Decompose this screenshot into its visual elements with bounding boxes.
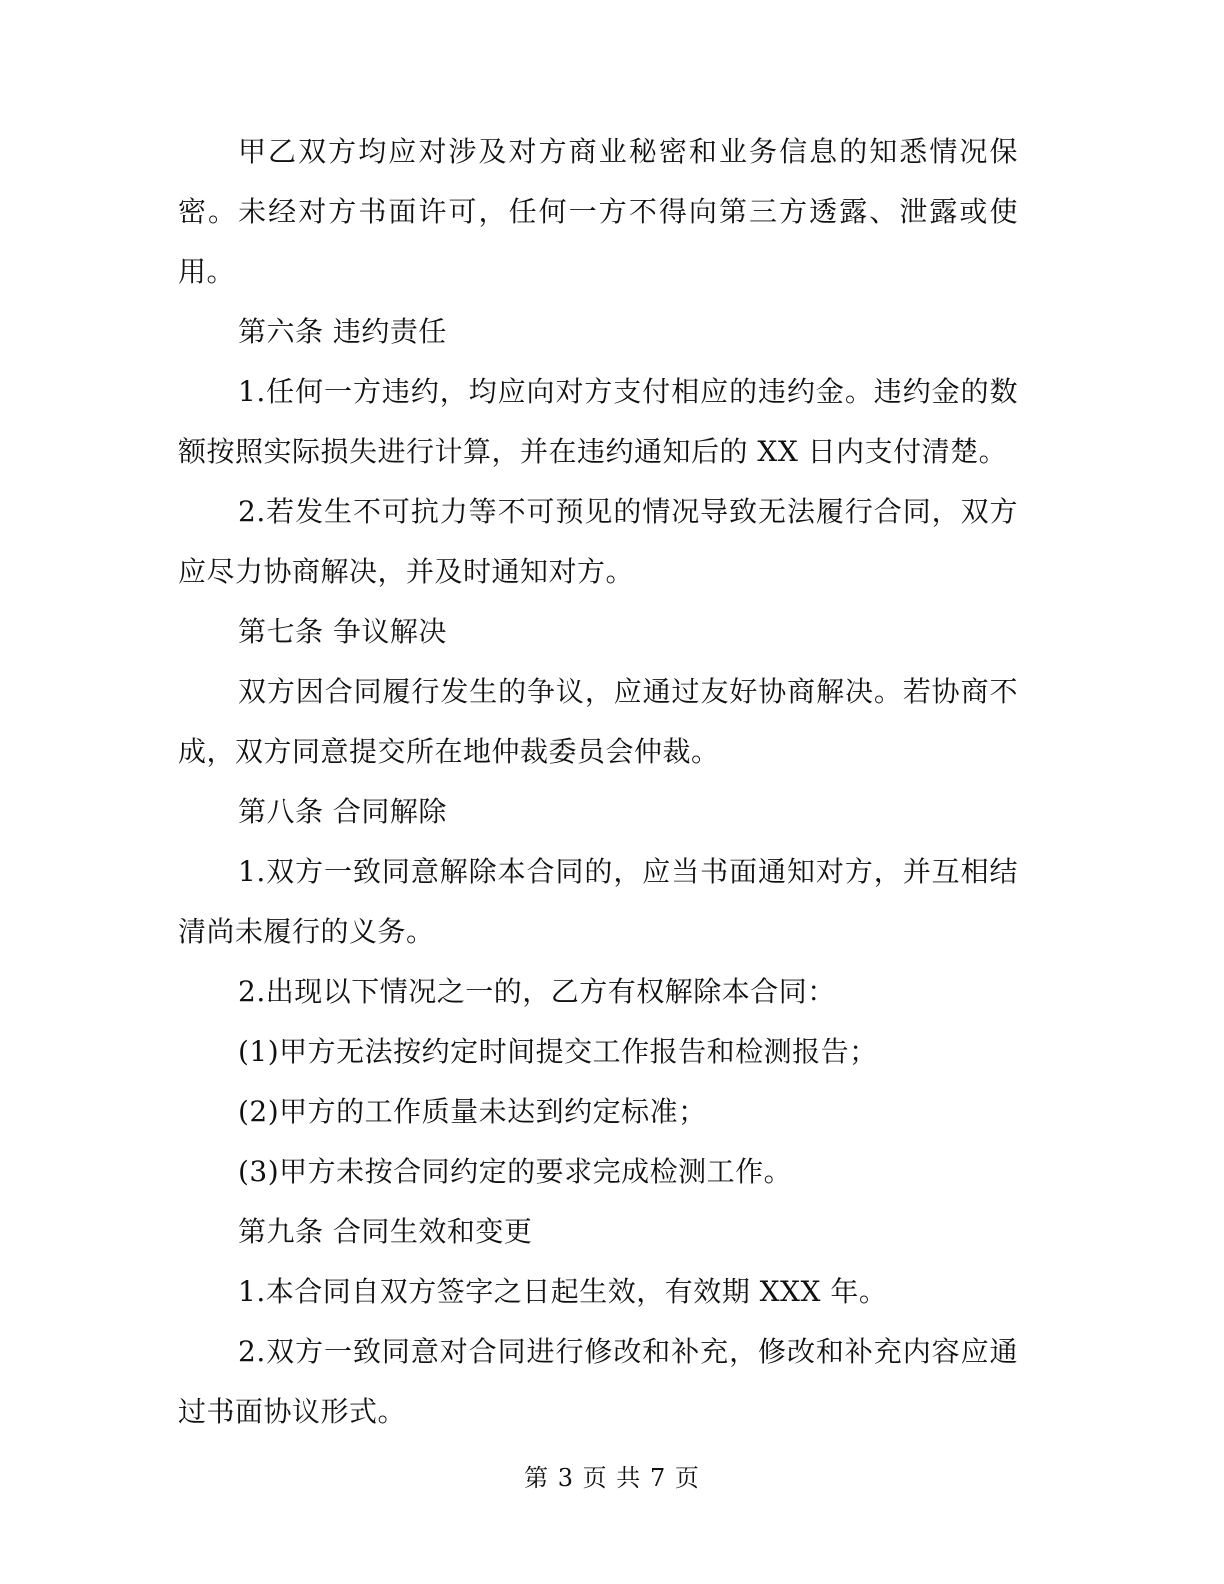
list-item-8-2-3: (3)甲方未按合同约定的要求完成检测工作。 <box>238 1155 793 1188</box>
paragraph-8-1: 1.双方一致同意解除本合同的，应当书面通知对方，并互相结清尚未履行的义务。 <box>178 855 1018 948</box>
list-item-8-2-1: (1)甲方无法按约定时间提交工作报告和检测报告； <box>238 1035 878 1068</box>
paragraph-6-1: 1.任何一方违约，均应向对方支付相应的违约金。违约金的数额按照实际损失进行计算，并在违约通知后的 XX 日内支付清楚。 <box>178 375 1018 468</box>
heading-article-6: 第六条 违约责任 <box>238 315 447 348</box>
paragraph-7: 双方因合同履行发生的争议，应通过友好协商解决。若协商不成，双方同意提交所在地仲裁委员会仲裁。 <box>178 675 1018 768</box>
paragraph-6-2: 2.若发生不可抗力等不可预见的情况导致无法履行合同，双方应尽力协商解决，并及时通知对方。 <box>178 495 1018 588</box>
page-number-footer: 第 3 页 共 7 页 <box>524 1464 700 1492</box>
paragraph-8-2: 2.出现以下情况之一的，乙方有权解除本合同： <box>238 975 836 1008</box>
heading-article-9: 第九条 合同生效和变更 <box>238 1215 533 1248</box>
heading-article-7: 第七条 争议解决 <box>238 615 447 648</box>
heading-article-8: 第八条 合同解除 <box>238 795 447 828</box>
paragraph-9-1: 1.本合同自双方签字之日起生效，有效期 XXX 年。 <box>238 1275 888 1308</box>
paragraph-confidentiality: 甲乙双方均应对涉及对方商业秘密和业务信息的知悉情况保密。未经对方书面许可，任何一方不得向第三方透露、泄露或使用。 <box>178 135 1018 288</box>
document-body <box>178 122 1018 1442</box>
paragraph-9-2: 2.双方一致同意对合同进行修改和补充，修改和补充内容应通过书面协议形式。 <box>178 1335 1018 1428</box>
list-item-8-2-2: (2)甲方的工作质量未达到约定标准； <box>238 1095 707 1128</box>
